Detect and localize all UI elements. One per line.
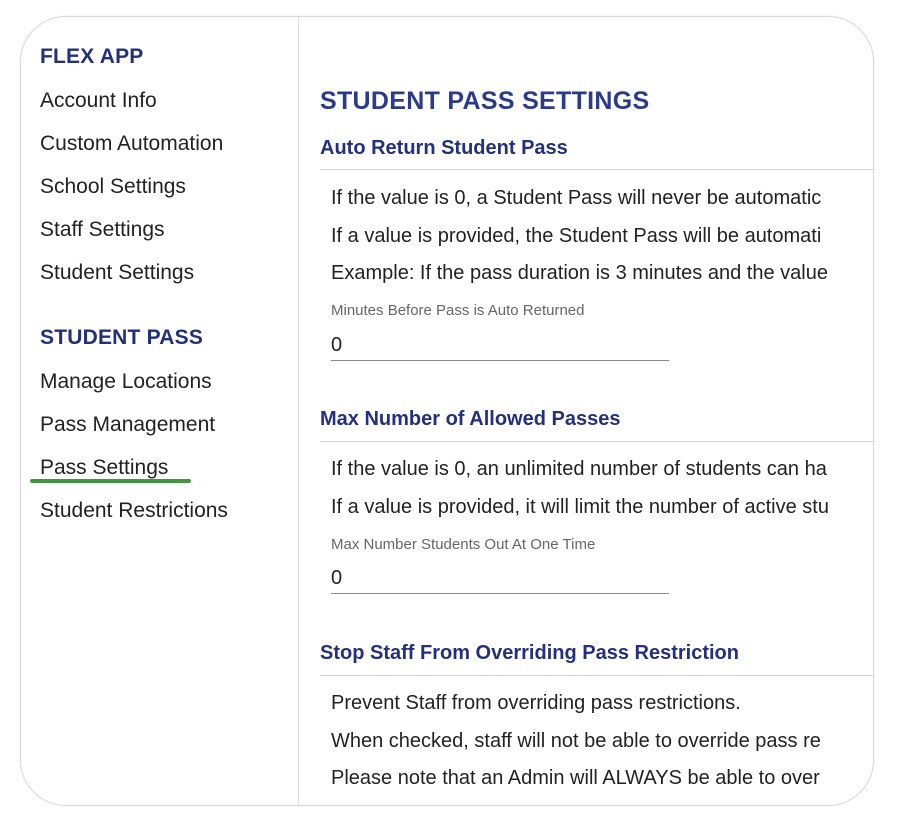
max-students-out-label: Max Number Students Out At One Time: [331, 536, 596, 553]
section-title-auto-return: Auto Return Student Pass: [320, 137, 568, 159]
description-line: Prevent Staff from overriding pass restrictions.: [331, 692, 741, 714]
section-divider: [320, 169, 873, 170]
description-line: If the value is 0, a Student Pass will never be automatic: [331, 187, 822, 209]
max-students-out-input[interactable]: [331, 563, 669, 594]
description-line: Example: If the pass duration is 3 minutes and the value: [331, 262, 828, 284]
sidebar-item-student-restrictions[interactable]: Student Restrictions: [40, 499, 228, 522]
sidebar-item-staff-settings[interactable]: Staff Settings: [40, 218, 165, 241]
sidebar-section-student-pass: STUDENT PASS: [40, 326, 204, 349]
sidebar-item-student-settings[interactable]: Student Settings: [40, 261, 195, 284]
section-divider: [320, 441, 873, 442]
main-content: [299, 17, 873, 805]
sidebar-item-school-settings[interactable]: School Settings: [40, 175, 186, 198]
sidebar-item-account-info[interactable]: Account Info: [40, 89, 157, 112]
auto-return-minutes-label: Minutes Before Pass is Auto Returned: [331, 302, 585, 319]
description-line: When checked, staff will not be able to override pass re: [331, 730, 821, 752]
sidebar-item-pass-management[interactable]: Pass Management: [40, 413, 216, 436]
auto-return-minutes-input[interactable]: [331, 330, 669, 361]
description-line: Please note that an Admin will ALWAYS be able to over: [331, 767, 820, 789]
sidebar-item-manage-locations[interactable]: Manage Locations: [40, 370, 212, 393]
description-line: If a value is provided, it will limit the number of active stu: [331, 496, 829, 518]
page-title: STUDENT PASS SETTINGS: [320, 87, 650, 115]
section-title-stop-staff-override: Stop Staff From Overriding Pass Restriction: [320, 642, 739, 664]
description-line: If a value is provided, the Student Pass will be automati: [331, 225, 822, 247]
section-divider: [320, 675, 873, 676]
section-title-max-passes: Max Number of Allowed Passes: [320, 408, 621, 430]
sidebar-section-flex-app: FLEX APP: [40, 45, 144, 68]
sidebar-item-pass-settings[interactable]: Pass Settings: [40, 456, 169, 479]
sidebar: [21, 17, 299, 805]
description-line: If the value is 0, an unlimited number of students can ha: [331, 458, 827, 480]
app-window: [20, 16, 874, 806]
active-item-underline: [30, 479, 191, 483]
sidebar-item-custom-automation[interactable]: Custom Automation: [40, 132, 224, 155]
